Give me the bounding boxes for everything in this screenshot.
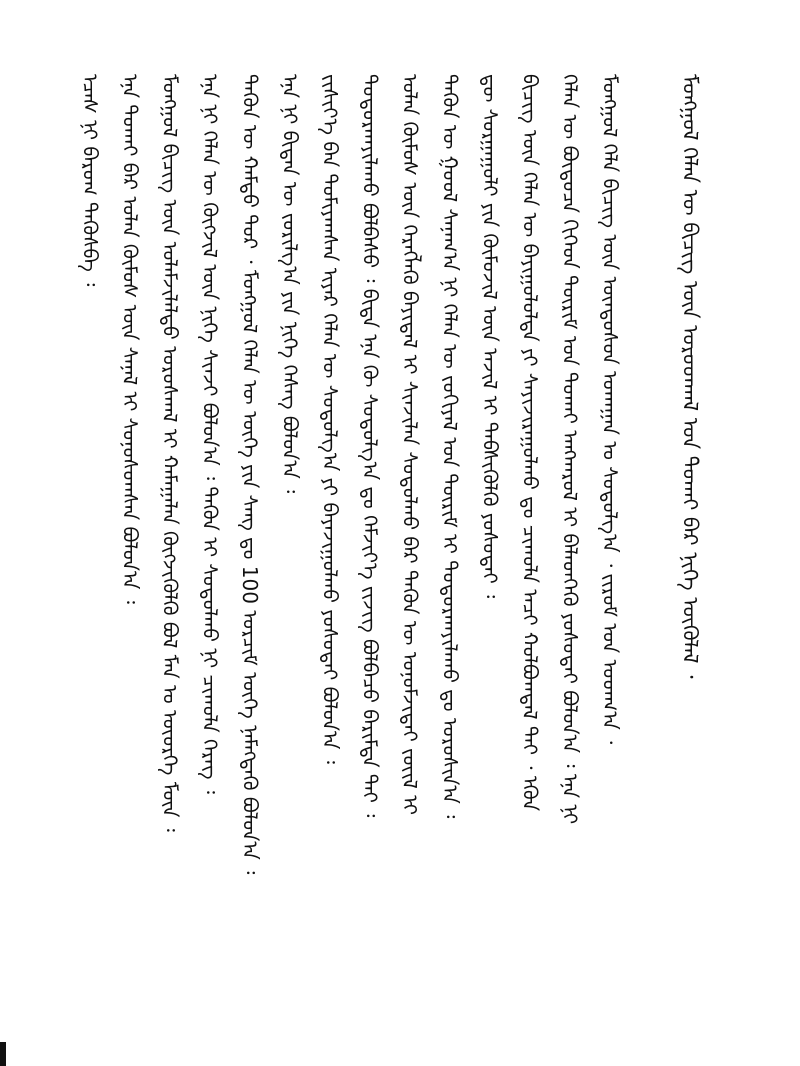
paragraph-line: ᠣᠯᠠᠨ ᠬᠦᠮᠦᠰ ᠦᠨ ᠬᠡᠷᠡᠭᠯᠡᠬᠦ ᠪᠠᠶᠢᠳᠠᠯ ᠢ ᠰᠢᠨᠵᠢᠯᠡᠨ ᠰᠤᠳᠤᠯᠬᠤ ᠪᠡᠷ ᠲᠡᠭᠦᠨ ᠦ ᠤᠨᠤᠮᠵᠢᠲᠠᠢ ᠵᠦᠢᠯ ᠢ	[398, 74, 422, 815]
paragraph-line: ᠪᠢᠴᠢᠭ ᠦᠨ ᠬᠡᠯᠡᠨ ᠦ ᠪᠠᠶᠢᠭᠤᠯᠤᠯᠲᠠ ᠶᠢ ᠰᠠᠶᠢᠵᠢᠷᠠᠭᠤᠯᠬᠤ ᠳᠤ ᠴᠢᠬᠤᠯᠠ ᠠᠴᠢ ᠬᠣᠯᠪᠣᠭᠳᠠᠯ ᠲᠠᠢ ᠂ ᠡᠭᠦᠨ	[518, 74, 542, 811]
paragraph-line: ᠡᠨᠡ ᠲᠤᠬᠠᠢ ᠪᠡᠷ ᠣᠯᠠᠨ ᠬᠦᠮᠦᠰ ᠦᠨ ᠰᠠᠨᠠᠯ ᠢ ᠰᠣᠨᠣᠰᠤᠭᠰᠠᠨ ᠪᠣᠯᠤᠨ᠎ᠠ ᠄	[118, 74, 142, 604]
page-edge-mark	[0, 1042, 6, 1066]
paragraph-line: ᠳᠦ ᠰᠤᠷᠭᠠᠭᠤᠯᠢ ᠶᠢᠨ ᠬᠦᠮᠦᠵᠢᠯ ᠦᠨ ᠠᠵᠢᠯ ᠢ ᠳᠡᠪᠰᠢᠭᠦᠯᠬᠦ ᠶᠤᠰᠤᠲᠠᠢ ᠄	[478, 74, 502, 599]
text-line-3	[518, 74, 542, 974]
mongolian-text-block	[78, 74, 708, 974]
paragraph-line: ᠲᠡᠭᠦᠨ ᠦ ᠬᠠᠮᠲᠤ ᠳᠤᠷ ᠂ ᠮᠣᠩᠭᠣᠯ ᠬᠡᠯᠡᠨ ᠦ ᠦᠭᠡ ᠶᠢᠨ ᠰᠠᠩ ᠳᠤ 100 ᠣᠷᠴᠢᠮ ᠦᠭᠡ ᠨᠡᠮᠡᠭᠳᠡᠬᠦ ᠪᠣᠯᠤᠨ᠎ᠠ ᠄	[238, 74, 262, 875]
paragraph-line: ᠬᠡᠯᠡᠨ ᠦ ᠪᠦᠲᠦᠴᠡ ᠬᠢᠭᠡᠳ ᠳᠦᠷᠢᠮ ᠤᠨ ᠲᠤᠬᠠᠢ ᠠᠩᠬᠠᠷᠤᠯ ᠢ ᠪᠡᠯᠡᠳᠬᠡᠬᠦ ᠶᠤᠰᠤᠲᠠᠢ ᠪᠣᠯᠤᠨ᠎ᠠ ᠄ ᠡᠨᠡ ᠨᠢ	[558, 74, 582, 825]
text-line-9	[278, 74, 302, 974]
text-line-11	[198, 74, 222, 974]
paragraph-line: ᠵᠢᠱᠢᠶ᠎ᠡ ᠪᠡᠨ ᠲᠣᠮᠢᠶᠠᠭᠰᠠᠨ ᠢᠶᠡᠷ ᠬᠡᠯᠡᠨ ᠦ ᠰᠤᠳᠤᠯᠭ᠎ᠠ ᠶᠢ ᠪᠠᠶᠠᠵᠢᠭᠤᠯᠬᠤ ᠶᠤᠰᠤᠲᠠᠢ ᠪᠣᠯᠤᠨ᠎ᠠ ᠄	[318, 74, 342, 764]
closing-text: ᠡᠴᠡᠰ ᠨᠢ ᠪᠠᠷᠤᠭ ᠲᠡᠭᠦᠰᠪᠡ ᠄	[78, 74, 102, 287]
paragraph-line: ᠲᠣᠳᠤᠷᠬᠠᠶᠢᠯᠠᠬᠤ ᠪᠣᠯᠪᠠᠰᠤ ᠄ ᠪᠢᠳᠡ ᠡᠨᠡ ᠬᠦ ᠰᠤᠳᠤᠯᠭ᠎ᠠ ᠳᠤ ᠬᠡᠮᠵᠢᠶ᠎ᠡ ᠵᠢᠵᠢᠭ ᠪᠤᠯᠪᠠᠴᠤ ᠪᠠᠷᠢᠮᠲᠠ ᠲᠠᠢ ᠄	[358, 74, 382, 818]
text-line-10	[238, 74, 262, 974]
paragraph-line: ᠮᠣᠩᠭᠣᠯ ᠬᠡᠯᠡ ᠪᠢᠴᠢᠭ ᠦᠨ ᠦᠨᠳᠦᠰᠦᠨ ᠤᠬᠠᠭᠠᠨ ᠤ ᠰᠤᠳᠤᠯᠭ᠎ᠠ ᠂ ᠵᠢᠷᠤᠮ ᠤᠨ ᠤᠳᠬ᠎ᠠ ᠂	[598, 74, 622, 745]
paragraph-line: ᠡᠨᠡ ᠨᠢ ᠪᠢᠳᠡᠨ ᠦ ᠵᠣᠷᠢᠯᠭ᠎ᠠ ᠶᠢᠨ ᠨᠢᠭᠡ ᠬᠡᠰᠡᠭ ᠪᠣᠯᠤᠨ᠎ᠠ ᠄	[278, 74, 302, 494]
text-line-6	[398, 74, 422, 974]
text-line-5	[438, 74, 462, 974]
paragraph-line: ᠡᠨᠡ ᠨᠢ ᠬᠡᠯᠡᠨ ᠦ ᠬᠦᠭᠵᠢᠯ ᠦᠨ ᠨᠢᠭᠡ ᠰᠢᠨᠵᠢ ᠪᠣᠯᠤᠨ᠎ᠠ ᠄ ᠲᠡᠭᠦᠨ ᠢ ᠰᠤᠳᠤᠯᠬᠤ ᠨᠢ ᠴᠢᠬᠤᠯᠠ ᠬᠡᠷᠡᠭ ᠄	[198, 74, 222, 794]
paragraph-line: ᠮᠣᠩᠭᠣᠯ ᠪᠢᠴᠢᠭ ᠦᠨ ᠤᠯᠠᠮᠵᠢᠯᠠᠯᠲᠤ ᠤᠷᠤᠰᠬᠠᠯ ᠢ ᠬᠠᠮᠠᠭᠠᠯᠠᠨ ᠬᠥᠭᠵᠢᠭᠦᠯᠬᠦ ᠪᠣᠯ ᠮᠠᠨ ᠤ ᠦᠦᠷᠭᠡ ᠮᠥᠨ ᠄	[158, 74, 182, 832]
text-line-1	[598, 74, 622, 974]
text-line-2	[558, 74, 582, 974]
paragraph-line: ᠲᠡᠭᠦᠨ ᠦ ᠭᠤᠤᠯ ᠰᠠᠨᠠᠭ᠎ᠠ ᠨᠢ ᠬᠡᠯᠡᠨ ᠦ ᠵᠣᠬᠢᠶᠠᠯ ᠤᠨ ᠳᠦᠷᠢᠮ ᠢ ᠲᠣᠳᠤᠷᠬᠠᠶᠢᠯᠠᠬᠤ ᠳᠤ ᠣᠷᠣᠰᠢᠨ᠎ᠠ ᠄	[438, 74, 462, 819]
document-title: ᠮᠣᠩᠭᠣᠯ ᠬᠡᠯᠡᠨ ᠦ ᠪᠢᠴᠢᠭ ᠦᠨ ᠤᠷᠤᠳᠬᠠᠯ ᠤᠨ ᠲᠤᠬᠠᠢ ᠪᠡᠷ ᠨᠢᠭᠡ ᠦᠭᠦᠯᠡᠯ ᠂	[678, 74, 702, 679]
text-line-12	[158, 74, 182, 974]
text-line-8	[318, 74, 342, 974]
text-line-7	[358, 74, 382, 974]
text-line-4	[478, 74, 502, 974]
text-line-13	[118, 74, 142, 974]
closing-line	[78, 74, 102, 974]
document-title-line	[678, 74, 702, 974]
